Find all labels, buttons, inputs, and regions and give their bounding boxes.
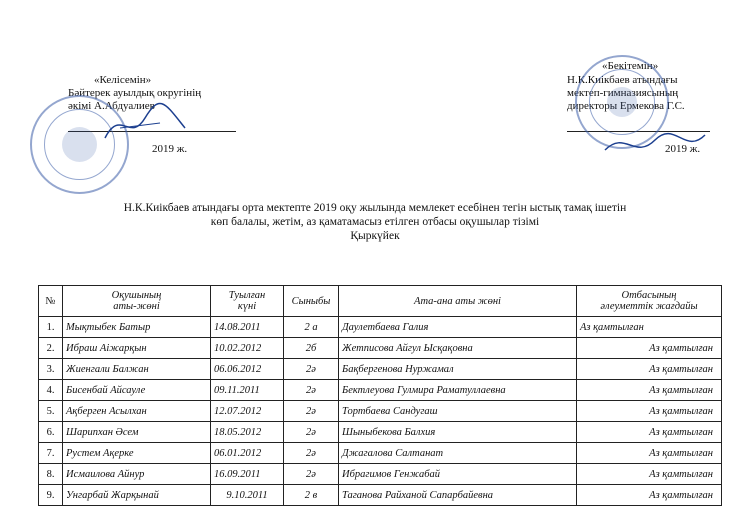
col-header-grade: Сыныбы xyxy=(284,286,339,317)
parent-name: Жетписова Айгул Ысқақовна xyxy=(339,338,577,359)
student-name: Мықтыбек Батыр xyxy=(63,317,211,338)
table-header-row xyxy=(39,286,722,317)
social-status: Аз қамтылған xyxy=(577,443,722,464)
student-name: Исмаилова Айнур xyxy=(63,464,211,485)
document-title-line1: Н.К.Киікбаев атындағы орта мектепте 2019 оқу жылында мемлекет есебінен тегін ыстық тамақ ішетін xyxy=(123,202,627,214)
row-number: 6. xyxy=(39,422,63,443)
student-name: Рустем Ақерке xyxy=(63,443,211,464)
left-date-line: 2019 ж. xyxy=(152,143,188,155)
table-row xyxy=(39,317,722,338)
table-row xyxy=(39,401,722,422)
table-row xyxy=(39,464,722,485)
grade: 2ә xyxy=(284,401,339,422)
birth-date: 06.01.2012 xyxy=(211,443,284,464)
left-org-line: Бәйтерек ауылдық округінің xyxy=(68,87,202,99)
grade: 2б xyxy=(284,338,339,359)
grade: 2ә xyxy=(284,464,339,485)
birth-date: 18.05.2012 xyxy=(211,422,284,443)
document-title-line2: көп балалы, жетім, аз қаматамасыз етілген отбасы оқушылар тізімі xyxy=(210,216,540,228)
birth-date: 10.02.2012 xyxy=(211,338,284,359)
right-school-line: мектеп-гимназиясының xyxy=(567,87,679,99)
col-header-number: № xyxy=(39,286,63,317)
students-table xyxy=(38,285,722,506)
social-status: Аз қамтылған xyxy=(577,485,722,506)
birth-date: 9.10.2011 xyxy=(211,485,284,506)
grade: 2ә xyxy=(284,380,339,401)
grade: 2 а xyxy=(284,317,339,338)
table-row xyxy=(39,359,722,380)
social-status: Аз қамтылған xyxy=(577,317,722,338)
row-number: 5. xyxy=(39,401,63,422)
right-signer-line: директоры Ермекова Г.С. xyxy=(567,100,685,112)
table-row xyxy=(39,485,722,506)
birth-date: 12.07.2012 xyxy=(211,401,284,422)
row-number: 1. xyxy=(39,317,63,338)
col-header-parent-name: Ата-ана аты жөні xyxy=(339,286,577,317)
right-org-line: Н.К.Киікбаев атындағы xyxy=(567,74,678,86)
table-row xyxy=(39,338,722,359)
social-status: Аз қамтылған xyxy=(577,338,722,359)
col-header-social-status: Отбасының әлеуметтік жағдайы xyxy=(577,286,722,317)
parent-name: Ибрагимов Генжабай xyxy=(339,464,577,485)
row-number: 8. xyxy=(39,464,63,485)
row-number: 4. xyxy=(39,380,63,401)
social-status: Аз қамтылған xyxy=(577,422,722,443)
birth-date: 14.08.2011 xyxy=(211,317,284,338)
grade: 2 в xyxy=(284,485,339,506)
parent-name: Бақбергенова Нуржамал xyxy=(339,359,577,380)
parent-name: Шыныбекова Балхия xyxy=(339,422,577,443)
left-signer-line: әкімі А.Абдуалиев xyxy=(68,100,155,112)
birth-date: 16.09.2011 xyxy=(211,464,284,485)
parent-name: Джагалова Салтанат xyxy=(339,443,577,464)
student-name: Жиенгали Балжан xyxy=(63,359,211,380)
document-month: Қыркүйек xyxy=(350,230,400,242)
social-status: Аз қамтылған xyxy=(577,380,722,401)
row-number: 9. xyxy=(39,485,63,506)
parent-name: Бектлеуова Гулмира Раматуллаевна xyxy=(339,380,577,401)
left-signature xyxy=(100,98,190,148)
student-name: Ақберген Асылхан xyxy=(63,401,211,422)
student-name: Унгарбай Жарқынай xyxy=(63,485,211,506)
left-approval-label: «Келісемін» xyxy=(94,74,152,86)
birth-date: 06.06.2012 xyxy=(211,359,284,380)
birth-date: 09.11.2011 xyxy=(211,380,284,401)
grade: 2ә xyxy=(284,443,339,464)
student-name: Бисенбай Айсауле xyxy=(63,380,211,401)
parent-name: Даулетбаева Галия xyxy=(339,317,577,338)
right-approval-label: «Бекітемін» xyxy=(602,60,659,72)
table-row xyxy=(39,380,722,401)
parent-name: Тортбаева Сандугаш xyxy=(339,401,577,422)
col-header-student-name: Оқушының аты-жөні xyxy=(63,286,211,317)
parent-name: Таганова Райханой Сапарбайевна xyxy=(339,485,577,506)
row-number: 3. xyxy=(39,359,63,380)
social-status: Аз қамтылған xyxy=(577,359,722,380)
col-header-birth-date: Туылған күні xyxy=(211,286,284,317)
social-status: Аз қамтылған xyxy=(577,401,722,422)
student-name: Шарипхан Әсем xyxy=(63,422,211,443)
student-name: Ибраш Аіжарқын xyxy=(63,338,211,359)
row-number: 2. xyxy=(39,338,63,359)
grade: 2ә xyxy=(284,359,339,380)
grade: 2ә xyxy=(284,422,339,443)
table-row xyxy=(39,443,722,464)
row-number: 7. xyxy=(39,443,63,464)
right-signature xyxy=(600,125,710,165)
social-status: Аз қамтылған xyxy=(577,464,722,485)
right-date-line: 2019 ж. xyxy=(665,143,701,155)
table-row xyxy=(39,422,722,443)
